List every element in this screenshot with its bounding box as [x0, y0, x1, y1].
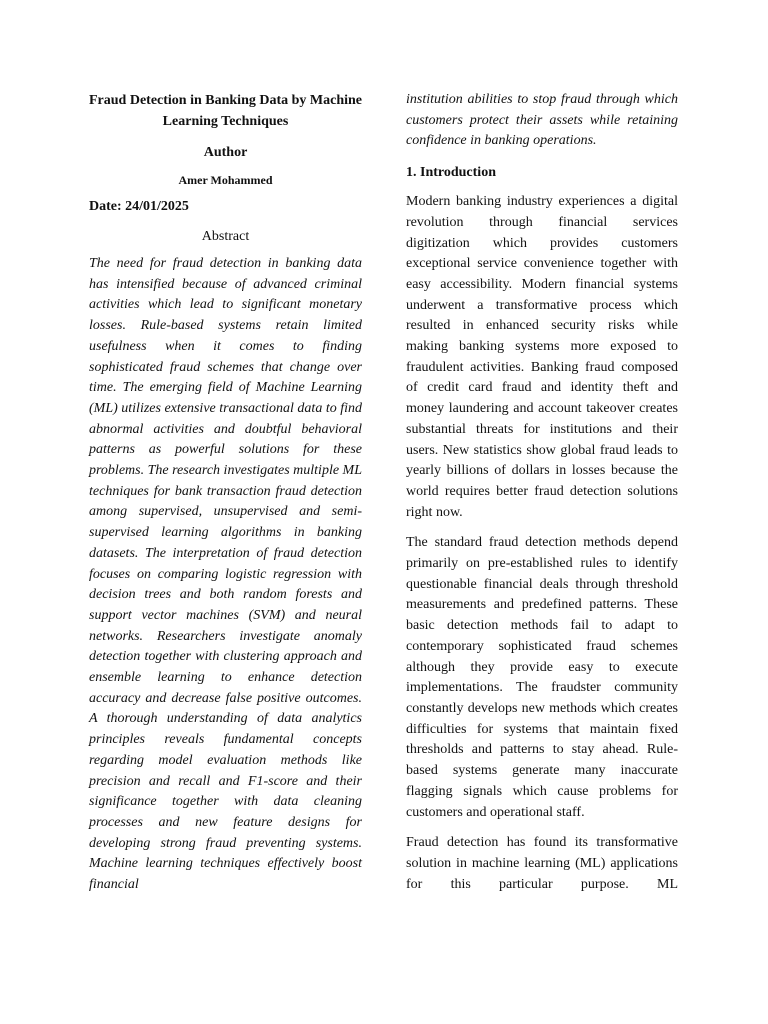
author-heading: Author — [203, 145, 248, 160]
abstract-continuation: institution abilities to stop fraud through which customers protect their assets while retaining confidence in banking operations. — [406, 92, 678, 149]
paper-title: Fraud Detection in Banking Data by Machine Learning Techniques — [89, 93, 363, 129]
paper-date: Date: 24/01/2025 — [89, 199, 189, 214]
right-column — [406, 90, 678, 905]
author-name: Amer Mohammed — [178, 173, 273, 187]
abstract-text: The need for fraud detection in banking data has intensified because of advanced criminal activities which lead to significant monetary losses. Rule-based systems retain limited usefulness when it comes to finding sophisticated fraud schemes that change over time. The emerging field of Machine Learning (ML) utilizes extensive transactional data to find abnormal activities and doubtful behavioral patterns as powerful solutions for these problems. The research investigates multiple ML techniques for bank transaction fraud detection among supervised, unsupervised and semi-supervised learning algorithms in banking datasets. The interpretation of fraud detection focuses on comparing logistic regression with decision trees and both random forests and support vector machines (SVM) and neural networks. Researchers investigate anomaly detection together with clustering approach and ensemble learning to enhance detection accuracy and decrease false positive outcomes. A thorough understanding of data analytics principles reveals fundamental concepts regarding model evaluation methods like precision and recall and F1-score and their significance together with data cleaning processes and new feature designs for developing strong fraud preventing systems. Machine learning techniques effectively boost financial — [89, 256, 362, 893]
introduction-paragraph-2: The standard fraud detection methods depend primarily on pre-established rules to identify questionable financial deals through threshold measurements and predefined patterns. These basic detection methods fail to adapt to contemporary sophisticated fraud schemes although they provide easy to execute implementations. The fraudster community constantly develops new methods which creates difficulties for systems that maintain fixed thresholds and patterns to stay ahead. Rule-based systems generate many inaccurate flagging signals which cause problems for customers and operational staff. — [406, 535, 678, 820]
introduction-heading: 1. Introduction — [406, 165, 496, 181]
introduction-paragraph-3: Fraud detection has found its transformative solution in machine learning (ML) applications for this particular purpose. ML — [406, 835, 678, 892]
left-column — [89, 90, 362, 896]
abstract-heading: Abstract — [201, 229, 250, 244]
introduction-paragraph-1: Modern banking industry experiences a digital revolution through financial services digitization which provides customers exceptional service convenience together with easy accessibility. Modern financial systems underwent a transformative process which resulted in enhanced security risks while making banking systems more exposed to fraudulent activities. Banking fraud composed of credit card fraud and identity theft and money laundering and account takeover creates substantial threats for institutions and their users. New statistics show global fraud leads to yearly billions of dollars in losses because the world requires better fraud detection solutions right now. — [406, 194, 678, 520]
